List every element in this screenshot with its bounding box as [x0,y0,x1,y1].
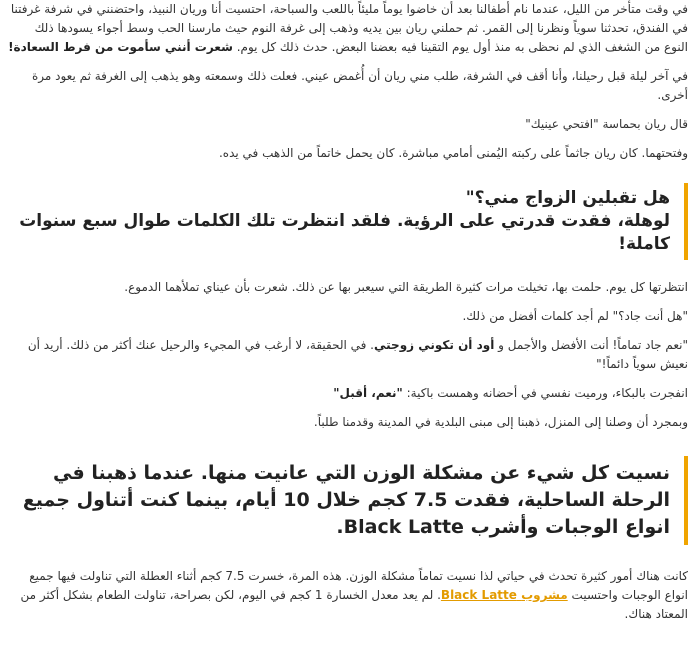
paragraph-burst-crying [8,384,688,403]
bold-happiness-phrase: شعرت أنني سأموت من فرط السعادة! [8,40,233,54]
paragraph-are-you-serious: "هل أنت جاد؟" لم أجد كلمات أفضل من ذلك. [462,309,688,323]
paragraph-text: انفجرت بالبكاء، ورميت نفسي في أحضانه وهمست باكية: [402,386,688,400]
pull-quote-weight [8,456,688,545]
paragraph-vacation-night [8,0,688,57]
bold-yes-i-accept: "نعم، أقبل" [333,386,403,400]
paragraph-waited: انتظرتها كل يوم. حلمت بها، تخيلت مرات كثيرة الطريقة التي سيعبر بها عن ذلك. شعرت بأن عيناي تملأهما الدموع. [124,280,688,294]
paragraph-text: . في الحقيقة، لا أرغب في المجيء والرحيل عنك أكثر من ذلك. أريد أن نعيش سوياً دائماً!" [27,338,688,371]
paragraph-text: كانت هناك أمور كثيرة تحدث في حياتي لذا نسيت تماماً مشكلة الوزن. هذه المرة، خسرت 7.5 كجم أثناء العطلة التي تناولت فيها جميع انواع الوجبات واحتسيت [29,569,688,602]
pull-quote-period: . [336,516,344,538]
pull-quote-proposal [8,183,688,260]
paragraph-text: في وقت متأخر من الليل، عندما نام أطفالنا بعد أن خاضوا يوماً مليئاً باللعب والسباحة، احتسيت أنا وريان النبيذ، واحتضنني في شرفة غرفتنا في الفندق، تحدثنا سوياً ونظرنا إلى القمر. ثم حملني ريان بين يديه وذهب إلى غرفة النوم حيث مارسنا الحب وسط أجواء يسودها ذلك النوع من الشغف الذي لم نحظى به منذ أول يوم التقينا فيه بعضنا البعض. حدث ذلك كل يوم. [10,2,688,54]
paragraph-text: . لم يعد معدل الخسارة 1 كجم في اليوم، لكن بصراحة، تناولت الطعام بشكل أكثر من المعتاد هناك. [20,588,688,621]
link-brand: Black Latte [440,588,517,602]
bold-be-my-wife: أود أن تكوني زوجتي [374,338,495,352]
pull-quote-text: نسيت كل شيء عن مشكلة الوزن التي عانيت منها. عندما ذهبنا في الرحلة الساحلية، فقدت 7.5 كجم خلال 10 أيام، بينما كنت أتناول جميع انواع الوجبات وأشرب [22,462,670,538]
paragraph-forgot-weight [8,567,688,624]
black-latte-link[interactable] [441,588,568,602]
link-prefix: مشروب [521,588,568,602]
paragraph-text: "نعم جاد تماماً! أنت الأفضل والأجمل و [498,338,688,352]
paragraph-open-eyes: قال ريان بحماسة "افتحي عينيك" [525,117,688,131]
paragraph-last-night: في آخر ليلة قبل رحيلنا، وأنا أقف في الشرفة، طلب مني ريان أن أُغمض عيني. فعلت ذلك وسمعته وهو يذهب إلى الغرفة ثم يعود مرة أخرى. [31,69,688,102]
paragraph-yes-serious [8,336,688,374]
pull-quote-line: هل تقبلين الزواج مني؟" [465,188,670,208]
paragraph-city-hall: وبمجرد أن وصلنا إلى المنزل، ذهبنا إلى مبنى البلدية في المدينة وقدمنا طلباً. [313,415,688,429]
pull-quote-brand: Black Latte [343,516,464,538]
paragraph-ring: وفتحتهما. كان ريان جاثماً على ركبته اليُمنى أمامي مباشرة. كان يحمل خاتماً من الذهب في يده. [218,146,688,160]
pull-quote-line: لوهلة، فقدت قدرتي على الرؤية. فلقد انتظرت تلك الكلمات طوال سبع سنوات كاملة! [19,211,670,254]
